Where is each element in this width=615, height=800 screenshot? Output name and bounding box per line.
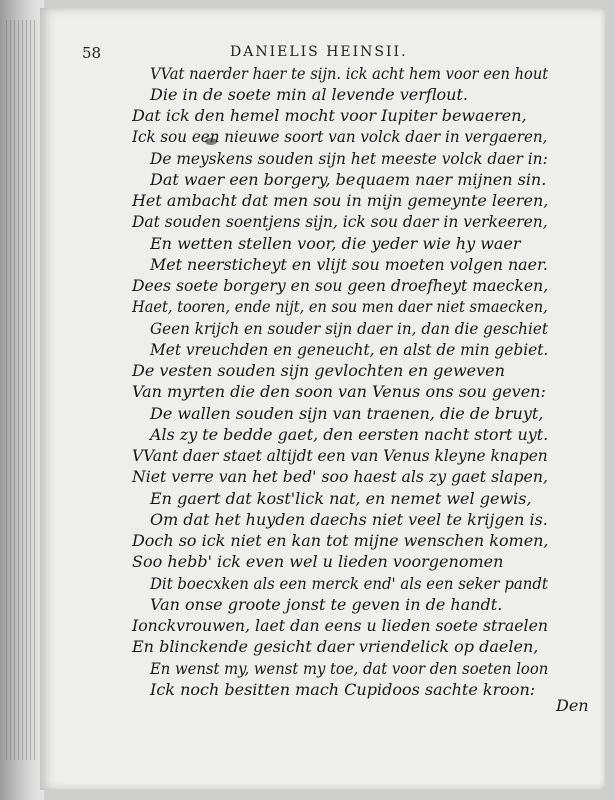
verse-line: Met neersticheyt en vlijt sou moeten volgen naer. [150, 255, 548, 274]
verse-line: Als zy te bedde gaet, den eersten nacht stort uyt. [150, 425, 549, 444]
verse-line: VVat naerder haer te sijn. ick acht hem voor een hout [150, 64, 549, 83]
verse-line: De wallen souden sijn van traenen, die de bruyt, [150, 404, 544, 423]
verse-line: Dit boecxken als een merck end' als een seker pandt [150, 574, 548, 593]
running-head: DANIELIS HEINSII. [230, 44, 408, 60]
page-edges [6, 20, 36, 760]
verse-line: Geen krijch en souder sijn daer in, dan die geschiet [150, 319, 548, 338]
verse-line: Van onse groote jonst te geven in de handt. [150, 595, 503, 614]
verse-line: En wenst my, wenst my toe, dat voor den soeten loon [150, 659, 549, 678]
catchword: Den [556, 696, 589, 715]
verse-line: Dat souden soentjens sijn, ick sou daer in verkeeren, [132, 212, 548, 231]
verse-line: Het ambacht dat men sou in mijn gemeynte leeren, [132, 191, 549, 210]
verse-line: Haet, tooren, ende nijt, en sou men daer niet smaecken, [132, 297, 548, 316]
verse-line: Dat ick den hemel mocht voor Iupiter bewaeren, [132, 106, 527, 125]
page-number: 58 [82, 44, 102, 62]
verse-line: Doch so ick niet en kan tot mijne wenschen komen, [132, 531, 549, 550]
verse-line: Dees soete borgery en sou geen droefheyt maecken, [132, 276, 549, 295]
verse-line: Soo hebb' ick even wel u lieden voorgenomen [132, 552, 504, 571]
verse-line: En wetten stellen voor, die yeder wie hy waer [150, 234, 521, 253]
verse-line: Die in de soete min al levende verflout. [150, 85, 468, 104]
verse-line: Ionckvrouwen, laet dan eens u lieden soete straelen [132, 616, 549, 635]
verse-line: Met vreuchden en geneucht, en alst de min gebiet. [150, 340, 549, 359]
verse-line: VVant daer staet altijdt een van Venus kleyne knapen [132, 446, 548, 465]
verse-line: Dat waer een borgery, bequaem naer mijnen sin. [150, 170, 547, 189]
verse-line: Ick noch besitten mach Cupidoos sachte kroon: [150, 680, 536, 699]
verse-line: Niet verre van het bed' soo haest als zy gaet slapen, [132, 467, 548, 486]
verse-line: Ick sou een nieuwe soort van volck daer in vergaeren, [132, 127, 548, 146]
verse-line: De meyskens souden sijn het meeste volck daer in: [150, 149, 548, 168]
verse-line: En blinckende gesicht daer vriendelick op daelen, [132, 637, 539, 656]
verse-line: En gaert dat kost'lick nat, en nemet wel gewis, [150, 489, 532, 508]
book-spine [0, 0, 44, 800]
verse-line: Om dat het huyden daechs niet veel te krijgen is. [150, 510, 548, 529]
verse-line: De vesten souden sijn gevlochten en geweven [132, 361, 505, 380]
verse-line: Van myrten die den soon van Venus ons sou geven: [132, 382, 546, 401]
